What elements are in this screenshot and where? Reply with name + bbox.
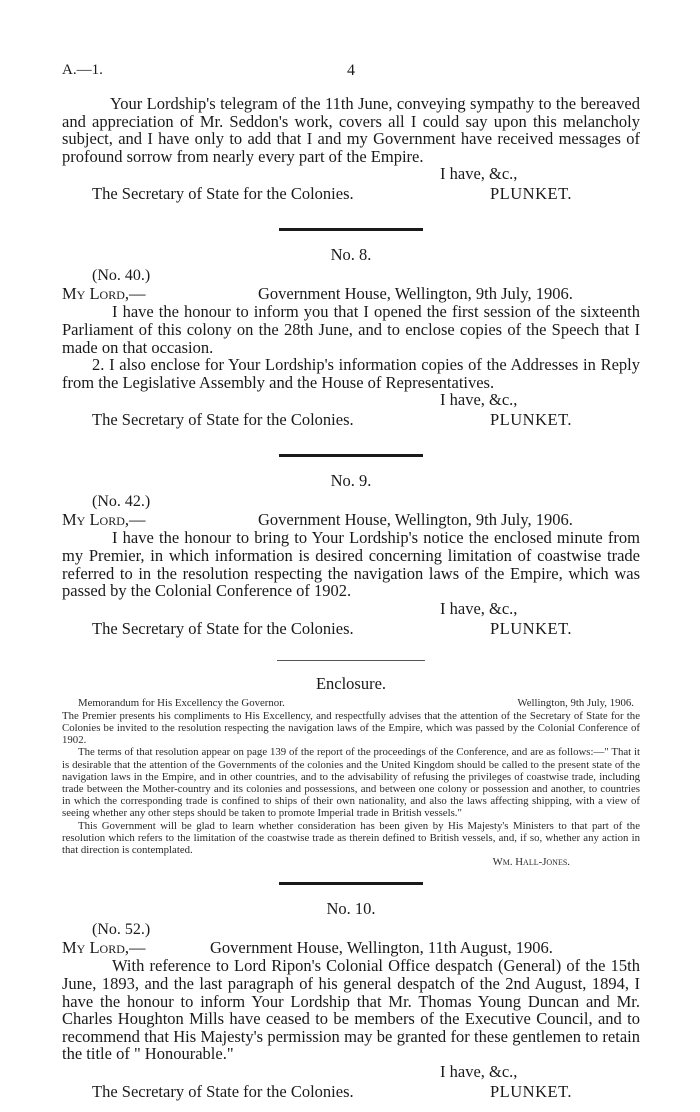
salutation-row [62,511,640,529]
letter-address: Government House, Wellington, 9th July, 1906. [258,510,573,530]
letter-paragraph: I have the honour to bring to Your Lordship's notice the enclosed minute from my Premier, in which information is desired concerning limitation of coastwise trade referred to in the resolution respecting the navigation laws of the Empire, which was passed by the Colonial Conference of 1902. [62,528,640,601]
despatch-reference: (No. 40.) [92,267,151,285]
enclosure-title: Enclosure. [315,673,387,693]
addressee: The Secretary of State for the Colonies. [92,618,354,638]
closing-have: I have, &c., [440,390,518,410]
salutation: My Lord,— [62,938,146,958]
section-divider [279,454,423,457]
letter-paragraph: I have the honour to inform you that I opened the first session of the sixteenth Parliament of this colony on the 28th June, and to enclose copies of the Speech that I made on that occasion. [62,302,640,357]
letter-address: Government House, Wellington, 11th August, 1906. [210,938,553,958]
signature: PLUNKET. [490,618,573,638]
letter-paragraph: 2. I also enclose for Your Lordship's information copies of the Addresses in Reply from the Legislative Assembly and the House of Representatives. [62,355,640,392]
signature: PLUNKET. [490,184,573,204]
salutation-row [62,285,640,303]
page-number: 4 [347,62,355,79]
salutation: My Lord,— [62,284,146,304]
closing-row [62,619,640,639]
addressee: The Secretary of State for the Colonies. [92,184,354,204]
addressee: The Secretary of State for the Colonies. [92,410,354,430]
closing-have: I have, &c., [440,164,518,184]
signature: PLUNKET. [490,1081,573,1101]
letter-paragraph: With reference to Lord Ripon's Colonial Office despatch (General) of the 15th June, 1893, and the last paragraph of his general despatch of the 2nd August, 1894, I have the honour to inform Your Lordship that Mr. Thomas Young Duncan and Mr. Charles Houghton Mills have ceased to be members of the Executive Council, and to recommend that His Majesty's permission may be granted for these gentlemen to retain the title of " Honourable." [62,956,640,1064]
enclosure-signature: Wm. Hall-Jones. [492,856,570,869]
page-header [62,62,640,82]
letter-no-10 [62,900,640,1102]
enclosure-paragraph: The terms of that resolution appear on page 139 of the report of the proceedings of the Conference, and are as follows:—" That it is desirable that the attention of the Governments of the colonies and the United Kingdom should be called to the present state of the navigation laws in the Empire, and in other countries, and to the advisability of refusing the privileges of coastwise trade, including trade between the Mother-country and its colonies and possessions, and between one colony or possession and another, to countries in which the corresponding trade is confined to ships of their own nationality, and also the laws affecting shipping, with a view of seeing whether any other steps should be taken to promote Imperial trade in British vessels." [62,746,640,820]
signature: PLUNKET. [490,410,573,430]
letter-no-8 [62,246,640,430]
section-divider [279,228,423,231]
letter-number: No. 9. [330,471,372,491]
closing-have: I have, &c., [440,598,518,618]
closing-row [62,184,640,204]
despatch-reference: (No. 42.) [92,493,151,511]
document-body [62,95,640,1102]
salutation: My Lord,— [62,510,146,530]
enclosure-paragraph: The Premier presents his compliments to His Excellency, and respectfully advises that the attention of the Secretary of State for the Colonies be invited to the resolution respecting the navigation laws of the Empire, which was passed by the Colonial Conference of 1902. [62,709,640,747]
enclosure [62,675,640,869]
letter-paragraph: Your Lordship's telegram of the 11th June, conveying sympathy to the bereaved and appreciation of Mr. Seddon's work, covers all I could say upon this melancholy subject, and I have only to add that I and my Government have received messages of profound sorrow from nearly every part of the Empire. [62,94,640,166]
memo-addressee: Memorandum for His Excellency the Governor. [78,696,285,709]
closing-row [62,410,640,430]
memo-date: Wellington, 9th July, 1906. [517,696,634,709]
closing-row [62,1082,640,1102]
section-divider [279,882,423,885]
letter-number: No. 10. [326,899,376,919]
closing-have: I have, &c., [440,1061,518,1081]
salutation-row [62,939,640,957]
despatch-reference: (No. 52.) [92,921,151,939]
letter-number: No. 8. [330,245,372,265]
document-reference: A.—1. [62,62,103,78]
section-divider [277,660,425,661]
letter-no-9 [62,472,640,638]
memo-header [62,697,640,710]
letter-continued [62,95,640,204]
addressee: The Secretary of State for the Colonies. [92,1081,354,1101]
enclosure-paragraph: This Government will be glad to learn whether consideration has been given by His Majesty's Ministers to that part of the resolution which refers to the limitation of the coastwise trade as therein defined to British vessels, and, if so, whether any action in that direction is contemplated. [62,819,640,856]
letter-address: Government House, Wellington, 9th July, 1906. [258,284,573,304]
